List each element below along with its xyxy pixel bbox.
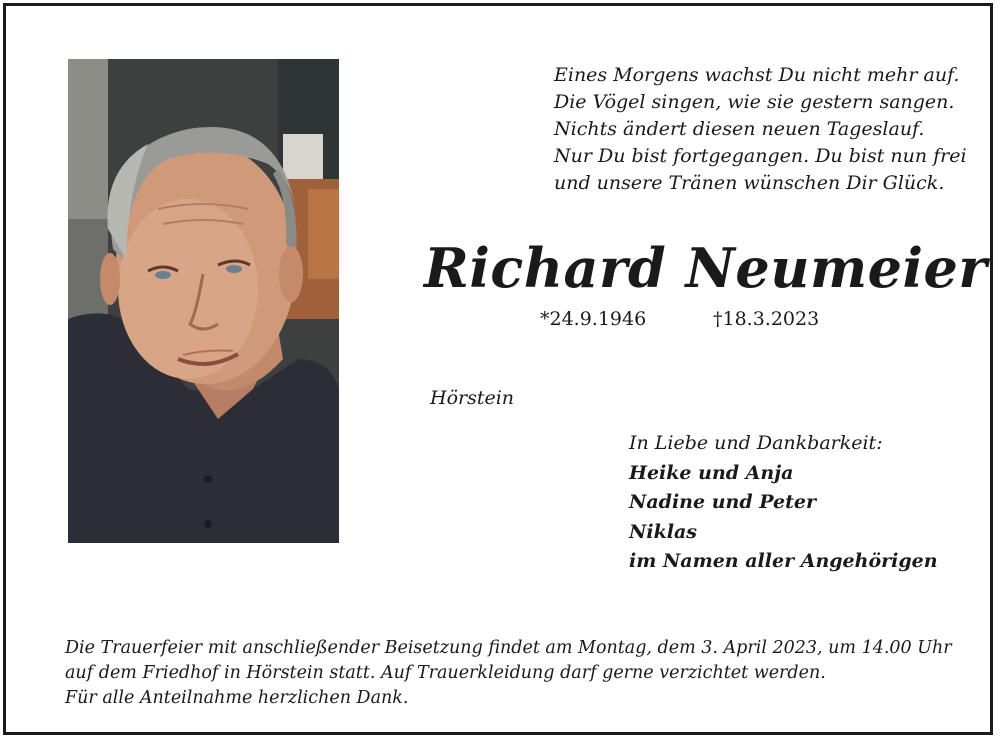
poem-line: Die Vögel singen, wie sie gestern sangen. [554,91,955,113]
portrait-image [68,59,339,543]
mourner-name: Nadine und Peter [629,491,816,513]
poem-line: Nur Du bist fortgegangen. Du bist nun frei [554,145,967,167]
mourner-name: im Namen aller Angehörigen [629,550,938,572]
mourners-block [629,429,938,577]
birth-date: *24.9.1946 [540,308,647,330]
hometown: Hörstein [430,387,515,409]
mourner-name: Niklas [629,520,697,543]
deceased-name: Richard Neumeier [424,236,988,300]
notice-line: Für alle Anteilnahme herzlichen Dank. [65,688,409,708]
mourners-intro: In Liebe und Dankbarkeit: [629,432,883,454]
notice-line: Die Trauerfeier mit anschließender Beisetzung findet am Montag, dem 3. April 2023, um 14.00 Uhr [65,638,952,658]
obituary-frame [3,3,993,735]
poem-line: Eines Morgens wachst Du nicht mehr auf. [554,64,960,86]
mourner-name: Heike und Anja [629,461,794,484]
portrait-photo [68,59,339,543]
poem [554,62,967,197]
poem-line: Nichts ändert diesen neuen Tageslauf. [554,118,925,140]
funeral-notice [65,636,952,711]
notice-line: auf dem Friedhof in Hörstein statt. Auf Trauerkleidung darf gerne verzichtet werden. [65,663,826,683]
death-date: †18.3.2023 [713,308,820,330]
poem-line: und unsere Tränen wünschen Dir Glück. [554,172,945,194]
